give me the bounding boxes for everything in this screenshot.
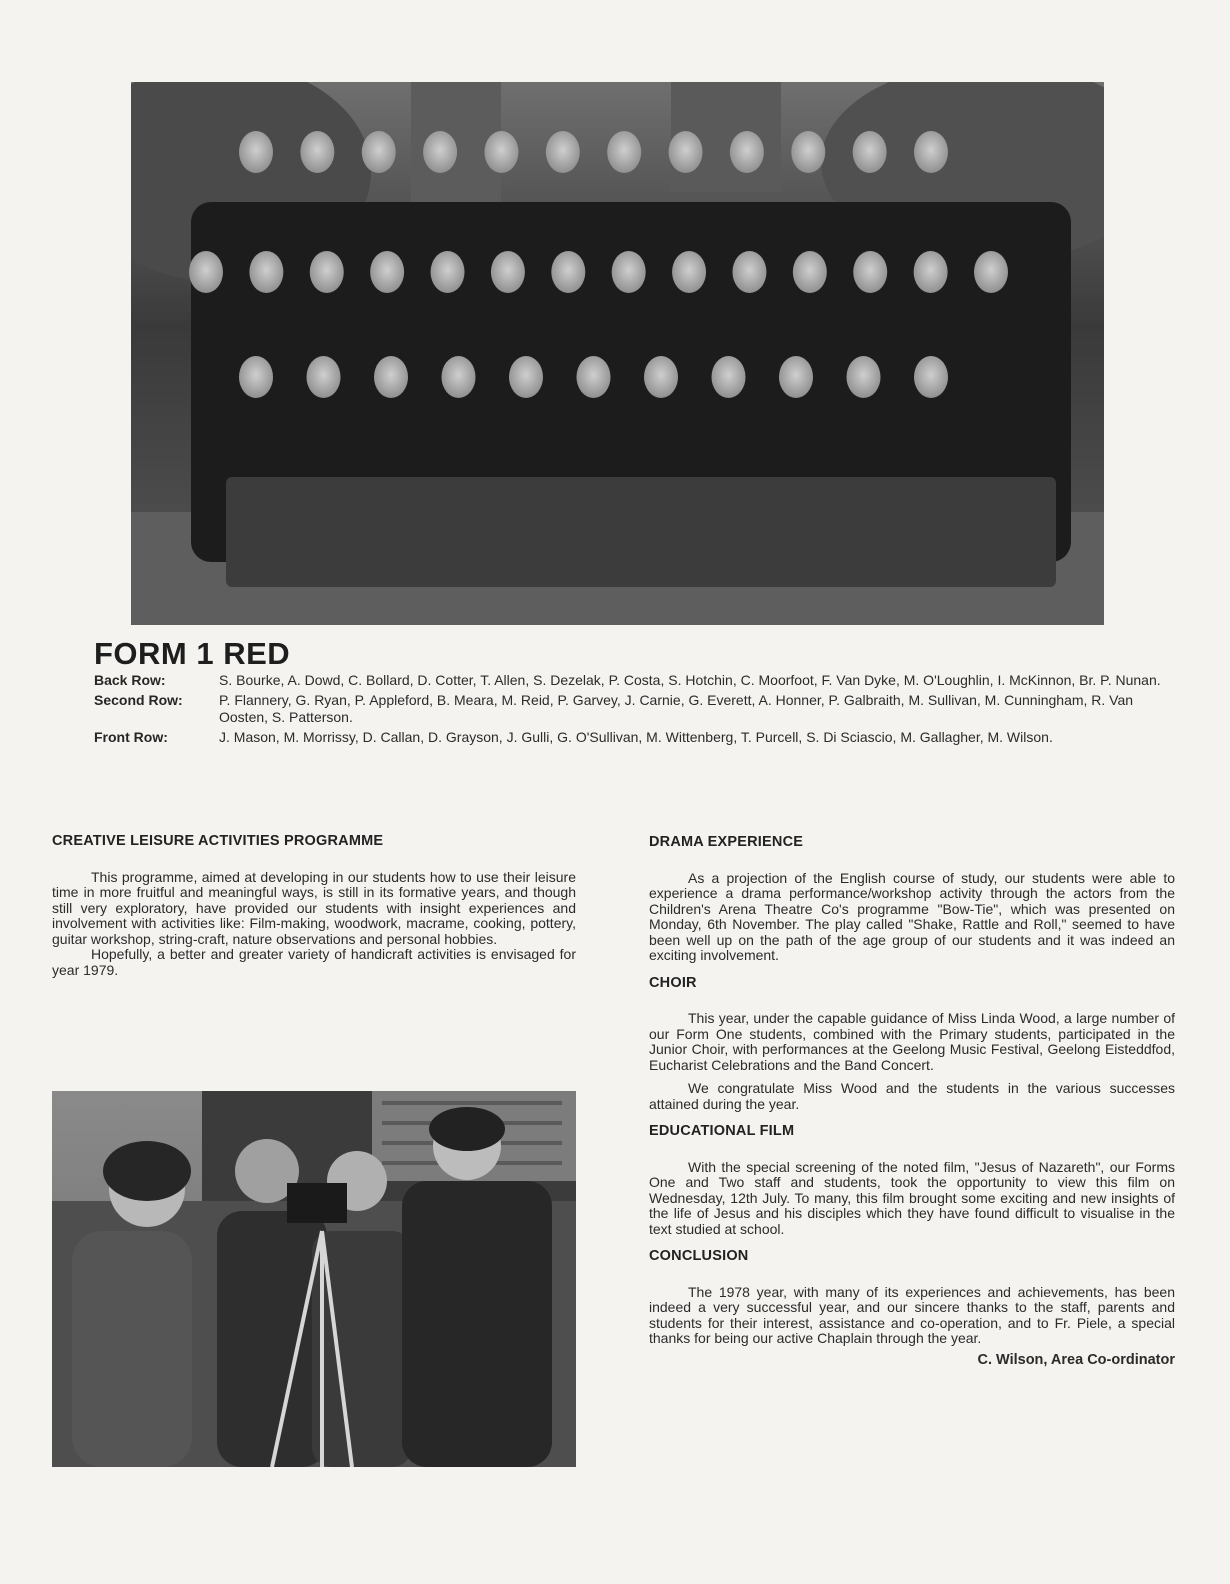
section-heading: CHOIR bbox=[649, 974, 697, 991]
paragraph: With the special screening of the noted film, "Jesus of Nazareth", our Forms One and Two staff and students, took the opportunity to view this film on Wednesday, 12th July. To many, this film brought some exciting and new insights of the life of Jesus and his disciples which they have found difficult to visualise in the text studied at school. bbox=[649, 1158, 1175, 1237]
roster-names: S. Bourke, A. Dowd, C. Bollard, D. Cotter, T. Allen, S. Dezelak, P. Costa, S. Hotchin, C. Moorfoot, F. Van Dyke, M. O'Loughlin, I. McKinnon, Br. P. Nunan. bbox=[219, 672, 1161, 688]
roster-back-row bbox=[94, 672, 1174, 689]
section-heading: CREATIVE LEISURE ACTIVITIES PROGRAMME bbox=[52, 833, 384, 849]
creative-leisure-section bbox=[52, 834, 576, 978]
section-heading: DRAMA EXPERIENCE bbox=[649, 834, 804, 850]
roster-label: Front Row: bbox=[94, 729, 168, 745]
roster-names: J. Mason, M. Morrissy, D. Callan, D. Grayson, J. Gulli, G. O'Sullivan, M. Wittenberg, T. Purcell, S. Di Sciascio, M. Gallagher, M. Wilson. bbox=[219, 729, 1053, 745]
paragraph: This programme, aimed at developing in our students how to use their leisure time in more fruitful and meaningful ways, is still in its formative years, and though still very exploratory, have provided our students with insight experiences and involvement with activities like: Film-making, woodwork, macrame, cooking, pottery, guitar workshop, string-craft, nature observations and personal hobbies. bbox=[52, 868, 576, 947]
paragraph: As a projection of the English course of study, our students were able to experience a drama performance/workshop activity through the actors from the Children's Arena Theatre Co's programme "Bow-Tie", which was presented on Monday, 6th November. The play called "Shake, Rattle and Roll," seemed to have been well up on the path of the age group of our students and it was indeed an exciting involvement. bbox=[649, 869, 1175, 963]
left-column bbox=[52, 834, 576, 990]
roster-second-row bbox=[94, 692, 1174, 726]
roster bbox=[94, 672, 1174, 749]
conclusion-section bbox=[649, 1249, 1175, 1368]
roster-label: Second Row: bbox=[94, 692, 183, 708]
right-column bbox=[649, 835, 1175, 1380]
paragraph: Hopefully, a better and greater variety of handicraft activities is envisaged for year 1979. bbox=[52, 946, 576, 978]
form-title: FORM 1 RED bbox=[94, 636, 291, 671]
paragraph: We congratulate Miss Wood and the students in the various successes attained during the year. bbox=[649, 1080, 1175, 1112]
roster-names: P. Flannery, G. Ryan, P. Appleford, B. Meara, M. Reid, P. Garvey, J. Carnie, G. Everett, A. Honner, P. Galbraith, M. Sullivan, M. Cunningham, R. Van Oosten, S. Patterson. bbox=[219, 692, 1134, 725]
students-with-film-camera-photo bbox=[52, 1091, 576, 1467]
roster-front-row bbox=[94, 729, 1174, 746]
paragraph: This year, under the capable guidance of Miss Linda Wood, a large number of our Form One students, combined with the Primary students, participated in the Junior Choir, with performances at the Geelong Music Festival, Geelong Eisteddfod, Eucharist Celebrations and the Band Concert. bbox=[649, 1010, 1175, 1073]
group-photo bbox=[131, 82, 1104, 625]
drama-section bbox=[649, 835, 1175, 964]
section-heading: EDUCATIONAL FILM bbox=[649, 1123, 795, 1139]
educational-film-section bbox=[649, 1124, 1175, 1237]
roster-label: Back Row: bbox=[94, 672, 166, 688]
signature: C. Wilson, Area Co-ordinator bbox=[977, 1351, 1175, 1368]
paragraph: The 1978 year, with many of its experiences and achievements, has been indeed a very successful year, and our sincere thanks to the staff, parents and students for their interest, assistance and co-operation, and to Fr. Piele, a special thanks for being our active Chaplain through the year. bbox=[649, 1283, 1175, 1346]
choir-section bbox=[649, 976, 1175, 1113]
section-heading: CONCLUSION bbox=[649, 1248, 749, 1264]
